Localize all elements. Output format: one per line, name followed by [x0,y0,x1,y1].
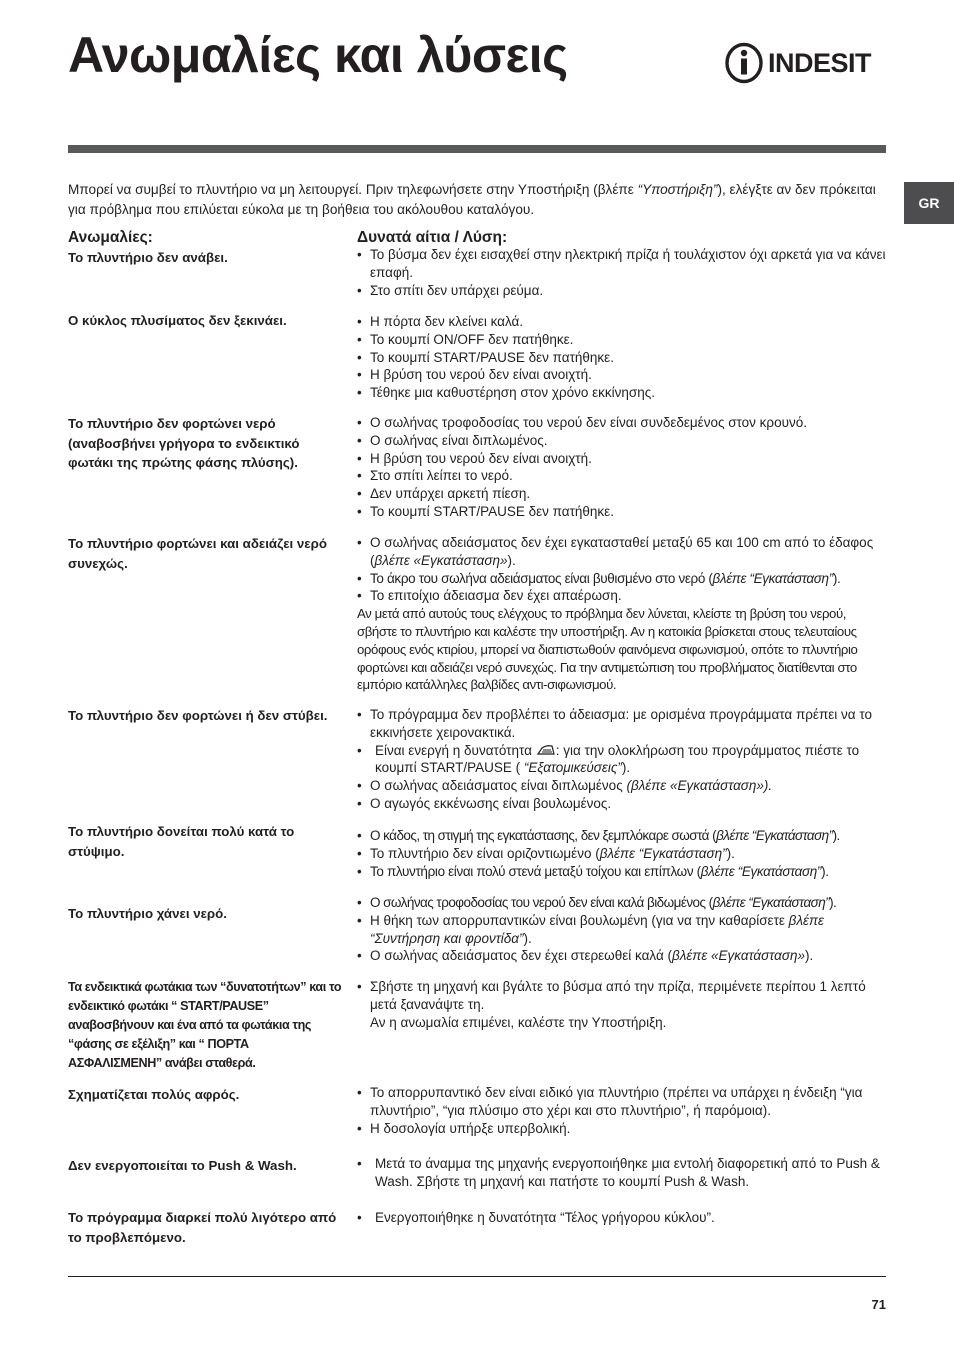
list-item: • Το βύσμα δεν έχει εισαχθεί στην ηλεκτρική πρίζα ή τουλάχιστον όχι αρκετά για να κάνει επαφή. [357,246,887,282]
problem-cycle-not-start: Ο κύκλος πλυσίματος δεν ξεκινάει. [68,313,287,328]
intro-paragraph [68,180,886,220]
list-item: • Μετά το άναμμα της μηχανής ενεργοποιήθηκε μια εντολή διαφορετική από το Push & Wash. Σβήστε τη μηχανή και πατήστε το κουμπί Push & Wash. [357,1155,887,1191]
list-item: • Το άκρο του σωλήνα αδειάσματος είναι βυθισμένο στο νερό (βλέπε “Εγκατάσταση”). [357,570,887,588]
list-item: • Το κουμπί START/PAUSE δεν πατήθηκε. [357,349,887,367]
list-item: • Η πόρτα δεν κλείνει καλά. [357,313,887,331]
list-item: • Στο σπίτι λείπει το νερό. [357,467,887,485]
solution-extra: Αν η ανωμαλία επιμένει, καλέστε την Υποστήριξη. [370,1014,667,1030]
list-item: • Ο σωλήνας αδειάσματος δεν έχει εγκατασταθεί μεταξύ 65 και 100 cm από το έδαφος (βλέπε «Εγκατάσταση»). [357,534,887,570]
solution-no-drain-spin [357,706,887,813]
solution-program-short [357,1209,887,1227]
list-item: • Ο σωλήνας τροφοδοσίας του νερού δεν είναι συνδεδεμένος στον κρουνό. [357,414,887,432]
solution-push-wash [357,1155,887,1191]
list-item: • Η δοσολογία υπήρξε υπερβολική. [357,1120,887,1138]
problem-no-water-fill: Το πλυντήριο δεν φορτώνει νερό (αναβοσβήνει γρήγορα το ενδεικτικό φωτάκι της πρώτης φάσης πλύσης). [68,416,300,470]
header-rule [68,145,886,153]
solution-too-much-foam [357,1084,887,1137]
list-item: • Τέθηκε μια καθυστέρηση στον χρόνο εκκίνησης. [357,384,887,402]
solution-water-leak [357,894,887,965]
intro-text-end: ), ελέγξτε αν δεν πρόκειται για πρόβλημα που επιλύεται εύκολα με τη βοήθεια του ακόλουθου καταλόγου. [68,182,876,217]
list-item: • Το απορρυπαντικό δεν είναι ειδικό για πλυντήριο (πρέπει να υπάρχει η ένδειξη “για πλυντήριο”, “για πλύσιμο στο χέρι και στο πλυντήριο”, ή παρόμοια). [357,1084,887,1120]
list-item: • Το επιτοίχιο άδειασμα δεν έχει απαέρωση. [357,587,887,605]
list-item: • Η θήκη των απορρυπαντικών είναι βουλωμένη (για να την καθαρίσετε βλέπε “Συντήρηση και φροντίδα”). [357,912,887,948]
list-item: • Το πρόγραμμα δεν προβλέπει το άδειασμα: με ορισμένα προγράμματα πρέπει να το εκκινήσετε χειρονακτικά. [357,706,887,742]
problems-heading: Ανωμαλίες: [68,229,153,246]
problem-continuous-fill-drain: Το πλυντήριο φορτώνει και αδειάζει νερό συνεχώς. [68,536,327,571]
problem-lights-blinking: Τα ενδεικτικά φωτάκια των “δυνατοτήτων” και το ενδεικτικό φωτάκι “ START/PAUSE” αναβοσβήνουν και ένα από τα φωτάκια της “φάσης σε εξέλιξη” και “ ΠΟΡΤΑ ΑΣΦΑΛΙΣΜΕΝΗ” ανάβει σταθερά. [68,980,342,1070]
list-item: • Ο σωλήνας αδειάσματος είναι διπλωμένος (βλέπε «Εγκατάσταση»). [357,777,887,795]
solution-continuous-fill-drain [357,534,887,694]
list-item: • Ο σωλήνας είναι διπλωμένος. [357,432,887,450]
problem-no-drain-spin: Το πλυντήριο δεν φορτώνει ή δεν στύβει. [68,708,328,723]
solution-vibration-spin [357,827,887,880]
list-item: • Το κουμπί ON/OFF δεν πατήθηκε. [357,331,887,349]
list-item: • Ενεργοποιήθηκε η δυνατότητα “Τέλος γρήγορου κύκλου”. [357,1209,887,1227]
list-item: • Η βρύση του νερού δεν είναι ανοιχτή. [357,450,887,468]
iron-icon [536,744,556,756]
intro-reference: “Υποστήριξη” [637,182,718,197]
solution-no-water-fill [357,414,887,521]
language-tab [904,182,954,224]
footer-rule [68,1276,886,1277]
solutions-heading: Δυνατά αίτια / Λύση: [357,229,508,246]
problem-water-leak: Το πλυντήριο χάνει νερό. [68,906,227,921]
page-number: 71 [871,1297,886,1312]
brand-logo [724,42,888,84]
siphon-note: Αν μετά από αυτούς τους ελέγχους το πρόβλημα δεν λύνεται, κλείστε τη βρύση του νερού, σβήστε το πλυντήριο και καλέστε την υποστήριξη. Αν η κατοικία βρίσκεται στους τελευταίους ορόφους ενός κτιρίου, μπορεί να διαπιστωθούν φαινόμενα σιφωνισμού, οπότε το πλυντήριο φορτώνει και αδειάζει νερό συνεχώς. Για την αντιμετώπιση του προβλήματος διατίθενται στο εμπόριο κατάλληλες βαλβίδες αντι-σιφωνισμού. [357,606,858,693]
intro-text: Μπορεί να συμβεί το πλυντήριο να μη λειτουργεί. Πριν τηλεφωνήσετε στην Υποστήριξη (βλέπε [68,182,638,197]
indesit-logo-icon [724,42,764,84]
problem-program-short: Το πρόγραμμα διαρκεί πολύ λιγότερο από το προβλεπόμενο. [68,1210,337,1245]
list-item: • Ο σωλήνας τροφοδοσίας του νερού δεν είναι καλά βιδωμένος (βλέπε “Εγκατάσταση”). [357,894,887,912]
list-item: • Ο σωλήνας αδειάσματος δεν έχει στερεωθεί καλά (βλέπε «Εγκατάσταση»). [357,947,887,965]
language-tab-label: GR [918,195,940,211]
list-item: • Το πλυντήριο είναι πολύ στενά μεταξύ τοίχου και επίπλων (βλέπε “Εγκατάσταση”). [357,863,887,881]
problem-too-much-foam: Σχηματίζεται πολύς αφρός. [68,1087,240,1102]
list-item: • Το κουμπί START/PAUSE δεν πατήθηκε. [357,503,887,521]
solution-no-power [357,246,887,299]
list-item: • Δεν υπάρχει αρκετή πίεση. [357,485,887,503]
list-item: • Στο σπίτι δεν υπάρχει ρεύμα. [357,282,887,300]
list-item: • Το πλυντήριο δεν είναι οριζοντιωμένο (βλέπε “Εγκατάσταση”). [357,845,887,863]
list-item: • Ο αγωγός εκκένωσης είναι βουλωμένος. [357,795,887,813]
problem-push-wash: Δεν ενεργοποιείται το Push & Wash. [68,1158,297,1173]
page-title: Ανωμαλίες και λύσεις [68,27,568,83]
problem-no-power: Το πλυντήριο δεν ανάβει. [68,250,228,265]
list-item: • Σβήστε τη μηχανή και βγάλτε το βύσμα από την πρίζα, περιμένετε περίπου 1 λεπτό μετά ξανανάψτε τη. [357,978,887,1014]
list-item: • Η βρύση του νερού δεν είναι ανοιχτή. [357,366,887,384]
solution-lights-blinking [357,978,887,1031]
solution-cycle-not-start [357,313,887,402]
problem-vibration-spin: Το πλυντήριο δονείται πολύ κατά το στύψιμο. [68,824,295,859]
brand-name: INDESIT [768,48,872,78]
list-item: • Ο κάδος, τη στιγμή της εγκατάστασης, δεν ξεμπλόκαρε σωστά (βλέπε “Εγκατάσταση”). [357,827,887,845]
list-item: • Είναι ενεργή η δυνατότητα : για την ολοκλήρωση του προγράμματος πιέστε το κουμπί START/PAUSE ( “Εξατομικεύσεις”). [357,742,887,778]
